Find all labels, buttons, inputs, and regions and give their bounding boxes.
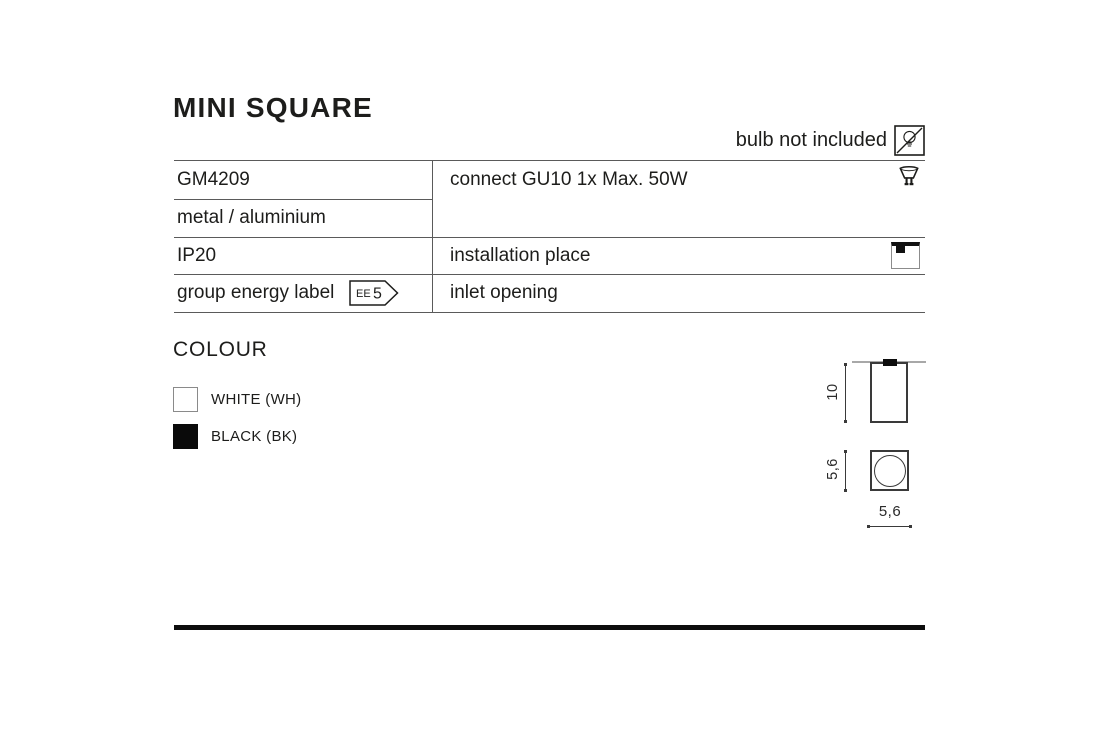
connect-spec-cell <box>433 161 925 199</box>
spec-table <box>174 160 925 313</box>
ip-rating-cell <box>174 237 432 274</box>
inlet-opening: inlet opening <box>450 282 558 303</box>
bulb-note <box>736 125 925 156</box>
colour-label: WHITE (WH) <box>211 391 302 408</box>
bulb-note-label: bulb not included <box>735 129 887 151</box>
energy-label-cell <box>174 274 432 312</box>
height-dimension-label: 10 <box>825 383 841 401</box>
width-dimension-line <box>868 526 911 527</box>
footer-rule <box>174 625 925 630</box>
installation-place: installation place <box>450 244 591 266</box>
colour-swatch-black <box>173 424 198 449</box>
material-cell <box>174 199 432 237</box>
inlet-opening-cell <box>433 274 925 312</box>
bottom-view-drawing <box>870 450 909 491</box>
side-dimension-line <box>845 451 846 491</box>
gu10-socket-icon <box>898 164 920 197</box>
svg-text:EE: EE <box>356 288 372 300</box>
connect-spec: connect GU10 1x Max. 50W <box>450 169 688 190</box>
energy-label-text: group energy label <box>177 282 335 303</box>
svg-text:5: 5 <box>373 285 383 303</box>
page-title: MINI SQUARE <box>173 92 373 123</box>
side-dimension-label: 5,6 <box>825 458 841 480</box>
ip-rating: IP20 <box>177 244 217 266</box>
material: metal / aluminium <box>177 207 326 228</box>
colour-option-black <box>173 424 297 449</box>
mount-bar <box>883 359 897 366</box>
product-code-cell <box>174 161 432 199</box>
side-view-drawing <box>870 362 908 423</box>
bottom-view-circle <box>874 455 906 487</box>
colour-label: BLACK (BK) <box>211 428 298 445</box>
energy-class-badge <box>349 280 399 306</box>
colour-swatch-white <box>173 387 198 412</box>
colour-option-white <box>173 387 301 412</box>
colour-heading: COLOUR <box>173 338 268 361</box>
height-dimension-line <box>845 364 846 422</box>
installation-place-cell <box>433 237 925 274</box>
width-dimension-label: 5,6 <box>878 503 902 520</box>
ceiling-mount-icon <box>891 242 920 269</box>
product-code: GM4209 <box>177 169 250 190</box>
no-bulb-icon <box>894 125 925 156</box>
